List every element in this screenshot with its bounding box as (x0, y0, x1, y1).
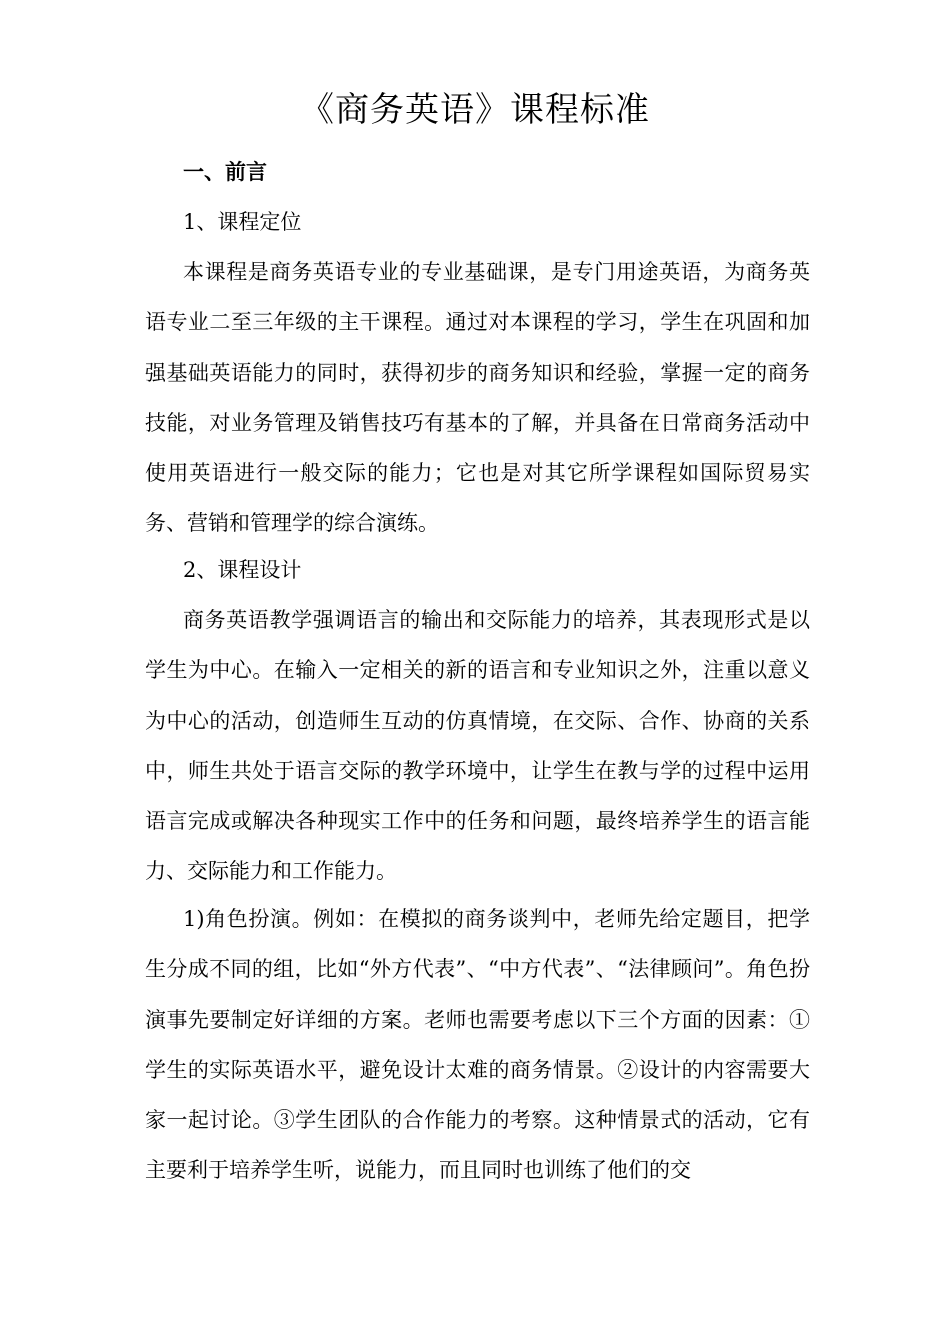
paragraph-course-positioning: 本课程是商务英语专业的专业基础课，是专门用途英语，为商务英语专业二至三年级的主干课程。通过对本课程的学习，学生在巩固和加强基础英语能力的同时，获得初步的商务知识和经验，掌握一定的商务技能，对业务管理及销售技巧有基本的了解，并具备在日常商务活动中使用英语进行一般交际的能力；它也是对其它所学课程如国际贸易实务、营销和管理学的综合演练。 (145, 260, 810, 536)
subheading-course-design: 2、课程设计 (183, 558, 302, 582)
paragraph-role-play: 1)角色扮演。例如：在模拟的商务谈判中，老师先给定题目，把学生分成不同的组，比如“外方代表”、“中方代表”、“法律顾问”。角色扮演事先要制定好详细的方案。老师也需要考虑以下三个方面的因素：①学生的实际英语水平，避免设计太难的商务情景。②设计的内容需要大家一起讨论。③学生团队的合作能力的考察。这种情景式的活动，它有主要利于培养学生听，说能力，而且同时也训练了他们的交 (145, 907, 810, 1183)
paragraph-course-design: 商务英语教学强调语言的输出和交际能力的培养，其表现形式是以学生为中心。在输入一定相关的新的语言和专业知识之外，注重以意义为中心的活动，创造师生互动的仿真情境，在交际、合作、协商的关系中，师生共处于语言交际的教学环境中，让学生在教与学的过程中运用语言完成或解决各种现实工作中的任务和问题，最终培养学生的语言能力、交际能力和工作能力。 (145, 608, 810, 884)
document-title: 《商务英语》课程标准 (300, 90, 650, 130)
section-heading-preface: 一、前言 (183, 160, 267, 184)
subheading-course-positioning: 1、课程定位 (183, 210, 302, 234)
